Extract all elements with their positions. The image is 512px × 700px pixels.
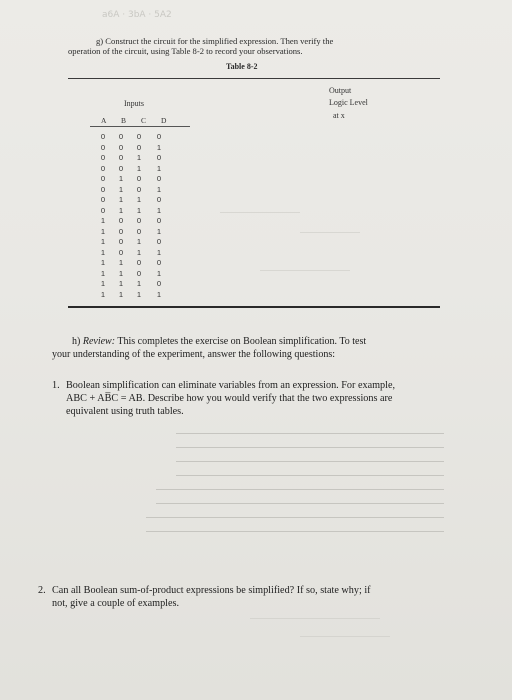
table-cell-c: 1 <box>136 153 142 162</box>
faint-pencil-mark <box>250 618 380 619</box>
table-cell-d: 0 <box>156 216 162 225</box>
table-cell-c: 1 <box>136 279 142 288</box>
table-row <box>94 206 168 217</box>
table-row <box>94 237 168 248</box>
table-cell-b: 1 <box>118 289 124 299</box>
section-h-line-1: This completes the exercise on Boolean simplification. To test <box>115 336 367 347</box>
table-cell-d: 1 <box>156 142 162 152</box>
question-1-number: 1. <box>52 380 60 391</box>
table-cell-d: 0 <box>156 258 162 267</box>
table-cell-c: 0 <box>136 184 142 194</box>
table-row <box>94 153 168 164</box>
table-cell-b: 1 <box>118 195 124 204</box>
table-cell-b: 0 <box>118 153 124 162</box>
column-header-a: A <box>101 116 107 125</box>
table-cell-d: 1 <box>156 247 162 257</box>
table-cell-b: 0 <box>118 237 124 246</box>
answer-line <box>156 489 444 490</box>
table-cell-a: 0 <box>100 132 106 141</box>
section-g-line-2: operation of the circuit, using Table 8-2 to record your observations. <box>68 46 303 56</box>
question-2-line-1: Can all Boolean sum-of-product expressions be simplified? If so, state why; if <box>52 585 371 596</box>
question-1-line-3: equivalent using truth tables. <box>66 406 184 417</box>
table-cell-a: 1 <box>100 279 106 288</box>
table-row <box>94 216 168 227</box>
review-word: Review: <box>82 336 116 347</box>
question-2-line-2: not, give a couple of examples. <box>52 598 180 609</box>
table-cell-b: 0 <box>118 226 124 236</box>
answer-line <box>176 433 444 434</box>
answer-line <box>176 461 444 462</box>
output-header-1: Output <box>329 86 352 95</box>
table-cell-c: 0 <box>136 132 142 141</box>
table-cell-c: 1 <box>136 205 142 215</box>
inputs-header: Inputs <box>124 99 144 108</box>
table-cell-c: 0 <box>136 268 142 278</box>
faint-pencil-mark <box>220 212 300 213</box>
answer-line <box>146 531 444 532</box>
faint-pencil-mark <box>260 270 350 271</box>
table-cell-b: 0 <box>118 247 124 257</box>
section-h-label: h) <box>72 336 81 347</box>
faint-pencil-mark <box>300 636 390 637</box>
column-header-b: B <box>121 116 127 125</box>
table-cell-a: 1 <box>100 216 106 225</box>
table-cell-c: 0 <box>136 258 142 267</box>
question-1 <box>52 379 486 418</box>
output-header-2: Logic Level <box>329 98 368 107</box>
table-cell-b: 1 <box>118 258 124 267</box>
table-cell-a: 0 <box>100 195 106 204</box>
output-header-3: at x <box>333 111 345 120</box>
table-cell-a: 1 <box>100 237 106 246</box>
truth-table-body <box>94 132 168 300</box>
section-g-line-1: g) Construct the circuit for the simplified expression. Then verify the <box>96 36 334 46</box>
table-cell-d: 0 <box>156 195 162 204</box>
column-header-rule <box>90 126 190 127</box>
column-header-c: C <box>141 116 147 125</box>
table-row <box>94 174 168 185</box>
table-cell-d: 0 <box>156 174 162 183</box>
table-cell-d: 0 <box>156 153 162 162</box>
table-cell-c: 0 <box>136 174 142 183</box>
table-row <box>94 132 168 143</box>
table-row <box>94 143 168 154</box>
faint-pencil-mark <box>300 232 360 233</box>
table-cell-c: 0 <box>136 216 142 225</box>
table-cell-d: 0 <box>156 237 162 246</box>
answer-line <box>156 503 444 504</box>
question-1-line-2: ABC + AB̅C = AB. Describe how you would verify that the two expressions are <box>66 393 393 404</box>
table-cell-b: 1 <box>118 184 124 194</box>
table-row <box>94 248 168 259</box>
table-cell-a: 1 <box>100 247 106 257</box>
table-cell-d: 1 <box>156 163 162 173</box>
answer-line <box>176 447 444 448</box>
answer-line <box>176 475 444 476</box>
table-cell-a: 0 <box>100 174 106 183</box>
top-scribble: a6A · 3bA · 5A2 <box>102 10 172 20</box>
table-title: Table 8-2 <box>226 62 258 71</box>
table-row <box>94 258 168 269</box>
table-cell-b: 0 <box>118 216 124 225</box>
table-cell-d: 0 <box>156 132 162 141</box>
question-2 <box>38 584 492 610</box>
table-cell-c: 0 <box>136 226 142 236</box>
question-2-number: 2. <box>38 585 46 596</box>
table-cell-a: 1 <box>100 226 106 236</box>
table-cell-a: 1 <box>100 258 106 267</box>
table-cell-c: 1 <box>136 289 142 299</box>
table-cell-b: 1 <box>118 268 124 278</box>
table-row <box>94 290 168 301</box>
table-top-rule <box>68 78 440 79</box>
table-cell-d: 1 <box>156 226 162 236</box>
table-row <box>94 227 168 238</box>
table-cell-b: 1 <box>118 205 124 215</box>
table-bottom-rule <box>68 306 440 308</box>
table-row <box>94 164 168 175</box>
section-h-line-2: your understanding of the experiment, answer the following questions: <box>52 349 335 360</box>
table-cell-c: 1 <box>136 247 142 257</box>
table-cell-d: 1 <box>156 205 162 215</box>
table-cell-a: 0 <box>100 205 106 215</box>
table-cell-b: 0 <box>118 163 124 173</box>
table-cell-a: 1 <box>100 268 106 278</box>
table-cell-d: 1 <box>156 184 162 194</box>
table-cell-c: 1 <box>136 237 142 246</box>
table-cell-b: 1 <box>118 279 124 288</box>
table-cell-b: 0 <box>118 132 124 141</box>
table-cell-c: 1 <box>136 163 142 173</box>
table-row <box>94 279 168 290</box>
table-cell-a: 0 <box>100 184 106 194</box>
table-cell-b: 1 <box>118 174 124 183</box>
table-row <box>94 269 168 280</box>
table-cell-d: 0 <box>156 279 162 288</box>
table-cell-a: 0 <box>100 153 106 162</box>
table-cell-a: 0 <box>100 142 106 152</box>
question-1-line-1: Boolean simplification can eliminate variables from an expression. For example, <box>66 380 396 391</box>
table-cell-c: 1 <box>136 195 142 204</box>
section-h <box>72 336 366 348</box>
column-header-d: D <box>161 116 167 125</box>
table-row <box>94 185 168 196</box>
table-cell-a: 0 <box>100 163 106 173</box>
table-cell-d: 1 <box>156 268 162 278</box>
table-cell-c: 0 <box>136 142 142 152</box>
table-cell-d: 1 <box>156 289 162 299</box>
table-cell-a: 1 <box>100 289 106 299</box>
table-cell-b: 0 <box>118 142 124 152</box>
table-row <box>94 195 168 206</box>
answer-line <box>146 517 444 518</box>
